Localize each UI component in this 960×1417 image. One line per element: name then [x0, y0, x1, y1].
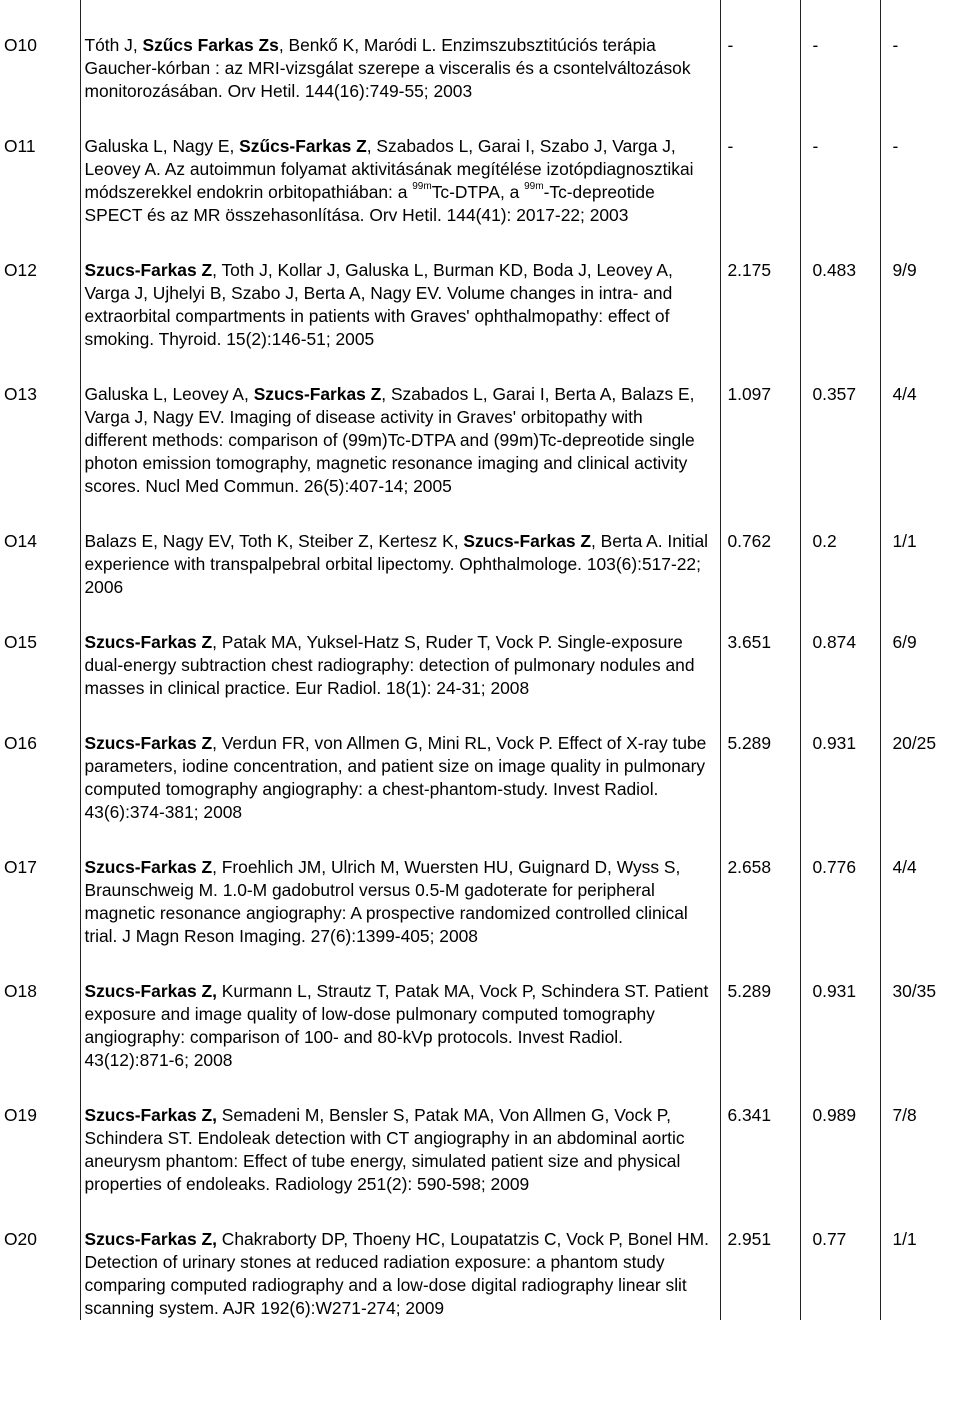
- reference-text: , Froehlich JM, Ulrich M, Wuersten HU, Guignard D, Wyss S, Braunschweig M. 1.0-M gadobutrol versus 0.5-M gadoterate for peripheral magnetic resonance angiography: A prospective randomized controlled clinical trial. J Magn Reson Imaging. 27(6):1399-405; 2008: [84, 857, 688, 946]
- reference-text: Semadeni M, Bensler S, Patak MA, Von Allmen G, Vock P, Schindera ST. Endoleak detection with CT angiography in an abdominal aortic aneurysm phantom: Effect of tube energy, simulated patient size and physical properties of endoleaks. Radiology 251(2): 590-598; 2009: [84, 1105, 685, 1194]
- impact-factor: 2.175: [720, 227, 800, 351]
- author-highlight: Szucs-Farkas Z: [84, 632, 213, 652]
- publication-reference: [80, 103, 720, 227]
- reference-text: Balazs E, Nagy EV, Toth K, Steiber Z, Kertesz K,: [84, 531, 464, 551]
- author-highlight: Szucs-Farkas Z,: [84, 1229, 217, 1249]
- impact-factor: -: [720, 0, 800, 103]
- publication-row: [0, 351, 960, 498]
- publication-id: O11: [4, 136, 36, 156]
- citation-index: -: [800, 103, 880, 227]
- publication-reference: [80, 0, 720, 103]
- publication-reference: [80, 351, 720, 498]
- reference-text: , Berta A. Initial experience with transpalpebral orbital lipectomy. Ophthalmologe. 103(6):517-22; 2006: [84, 531, 708, 597]
- publication-row: [0, 700, 960, 824]
- reference-text: , Szabados L, Garai I, Berta A, Balazs E, Varga J, Nagy EV. Imaging of disease activity in Graves' orbitopathy with different methods: comparison of (99m)Tc-DTPA and (99m)Tc-depreotide single photon emission tomography, magnetic resonance imaging and clinical activity scores. Nucl Med Commun. 26(5):407-14; 2005: [84, 384, 695, 496]
- publication-reference: [80, 824, 720, 948]
- impact-factor: 6.341: [720, 1072, 800, 1196]
- author-highlight: Szucs-Farkas Z: [253, 384, 382, 404]
- publication-id: O20: [4, 1229, 37, 1249]
- impact-factor: 0.762: [720, 498, 800, 599]
- publication-id: O19: [4, 1105, 37, 1125]
- citation-index: 0.931: [800, 700, 880, 824]
- author-highlight: Szucs-Farkas Z,: [84, 981, 217, 1001]
- isotope-superscript: 99m: [524, 181, 544, 192]
- publication-row: [0, 1196, 960, 1320]
- citation-count: 9/9: [880, 227, 960, 351]
- publication-reference: [80, 1072, 720, 1196]
- publication-id: O16: [4, 733, 37, 753]
- impact-factor: 3.651: [720, 599, 800, 700]
- citation-index: 0.2: [800, 498, 880, 599]
- citation-count: 4/4: [880, 824, 960, 948]
- publication-id: O14: [4, 531, 37, 551]
- citation-count: 1/1: [880, 1196, 960, 1320]
- publication-id: O13: [4, 384, 37, 404]
- citation-index: 0.776: [800, 824, 880, 948]
- publication-row: [0, 948, 960, 1072]
- publication-row: [0, 1072, 960, 1196]
- citation-index: -: [800, 0, 880, 103]
- publication-id: O12: [4, 260, 37, 280]
- citation-count: 6/9: [880, 599, 960, 700]
- citation-index: 0.874: [800, 599, 880, 700]
- publication-row: [0, 498, 960, 599]
- citation-count: -: [880, 0, 960, 103]
- publication-id: O10: [4, 35, 37, 55]
- reference-text: Tóth J,: [84, 35, 143, 55]
- citation-index: 0.483: [800, 227, 880, 351]
- reference-text: Galuska L, Nagy E,: [84, 136, 240, 156]
- reference-text: Galuska L, Leovey A,: [84, 384, 254, 404]
- impact-factor: 1.097: [720, 351, 800, 498]
- impact-factor: 2.658: [720, 824, 800, 948]
- author-highlight: Szucs-Farkas Z,: [84, 1105, 217, 1125]
- author-highlight: Szucs-Farkas Z: [84, 857, 213, 877]
- publication-reference: [80, 1196, 720, 1320]
- impact-factor: 2.951: [720, 1196, 800, 1320]
- publication-row: [0, 599, 960, 700]
- citation-index: 0.989: [800, 1072, 880, 1196]
- citation-count: -: [880, 103, 960, 227]
- publication-reference: [80, 227, 720, 351]
- publication-row: [0, 227, 960, 351]
- citation-count: 30/35: [880, 948, 960, 1072]
- reference-text: , Patak MA, Yuksel-Hatz S, Ruder T, Vock P. Single-exposure dual-energy subtraction chest radiography: detection of pulmonary nodules and masses in clinical practice. Eur Radiol. 18(1): 24-31; 2008: [84, 632, 695, 698]
- publication-reference: [80, 599, 720, 700]
- citation-index: 0.931: [800, 948, 880, 1072]
- citation-index: 0.357: [800, 351, 880, 498]
- reference-text: Kurmann L, Strautz T, Patak MA, Vock P, Schindera ST. Patient exposure and image quality of low-dose pulmonary computed tomography angiography: comparison of 100- and 80-kVp protocols. Invest Radiol. 43(12):871-6; 2008: [84, 981, 709, 1070]
- reference-text: , Szabados L, Garai I, Szabo J, Varga J, Leovey A. Az autoimmun folyamat aktivitásának megítélése izotópdiagnosztikai módszerekkel endokrin orbitopathiában: a: [84, 136, 694, 202]
- reference-text: Chakraborty DP, Thoeny HC, Loupatatzis C, Vock P, Bonel HM. Detection of urinary stones at reduced radiation exposure: a phantom study comparing computed radiography and a low-dose digital radiography linear slit scanning system. AJR 192(6):W271-274; 2009: [84, 1229, 709, 1318]
- publication-row: [0, 824, 960, 948]
- reference-text: Tc-DTPA, a: [431, 182, 525, 202]
- reference-text: , Verdun FR, von Allmen G, Mini RL, Vock P. Effect of X-ray tube parameters, iodine concentration, and patient size on image quality in pulmonary computed tomography angiography: a chest-phantom-study. Invest Radiol. 43(6):374-381; 2008: [84, 733, 707, 822]
- citation-count: 4/4: [880, 351, 960, 498]
- publication-reference: [80, 498, 720, 599]
- publication-row: [0, 0, 960, 103]
- isotope-superscript: 99m: [412, 181, 432, 192]
- publication-row: [0, 103, 960, 227]
- publication-id: O18: [4, 981, 37, 1001]
- publication-reference: [80, 700, 720, 824]
- author-highlight: Szűcs Farkas Zs: [142, 35, 279, 55]
- citation-index: 0.77: [800, 1196, 880, 1320]
- reference-text: , Toth J, Kollar J, Galuska L, Burman KD, Boda J, Leovey A, Varga J, Ujhelyi B, Szabo J, Berta A, Nagy EV. Volume changes in intra- and extraorbital compartments in patients with Graves' ophthalmopathy: effect of smoking. Thyroid. 15(2):146-51; 2005: [84, 260, 673, 349]
- citation-count: 1/1: [880, 498, 960, 599]
- author-highlight: Szucs-Farkas Z: [84, 733, 213, 753]
- reference-text: , Benkő K, Maródi L. Enzimszubsztitúciós terápia Gaucher-kórban : az MRI-vizsgálat szerepe a visceralis és a csontelváltozások monitorozásában. Orv Hetil. 144(16):749-55; 2003: [84, 35, 691, 101]
- impact-factor: 5.289: [720, 700, 800, 824]
- author-highlight: Szűcs-Farkas Z: [239, 136, 367, 156]
- publication-id: O15: [4, 632, 37, 652]
- author-highlight: Szucs-Farkas Z: [463, 531, 592, 551]
- citation-count: 7/8: [880, 1072, 960, 1196]
- impact-factor: 5.289: [720, 948, 800, 1072]
- author-highlight: Szucs-Farkas Z: [84, 260, 213, 280]
- citation-count: 20/25: [880, 700, 960, 824]
- impact-factor: -: [720, 103, 800, 227]
- publication-id: O17: [4, 857, 37, 877]
- reference-text: -Tc-depreotide SPECT és az MR összehasonlítása. Orv Hetil. 144(41): 2017-22; 2003: [84, 182, 655, 225]
- publication-reference: [80, 948, 720, 1072]
